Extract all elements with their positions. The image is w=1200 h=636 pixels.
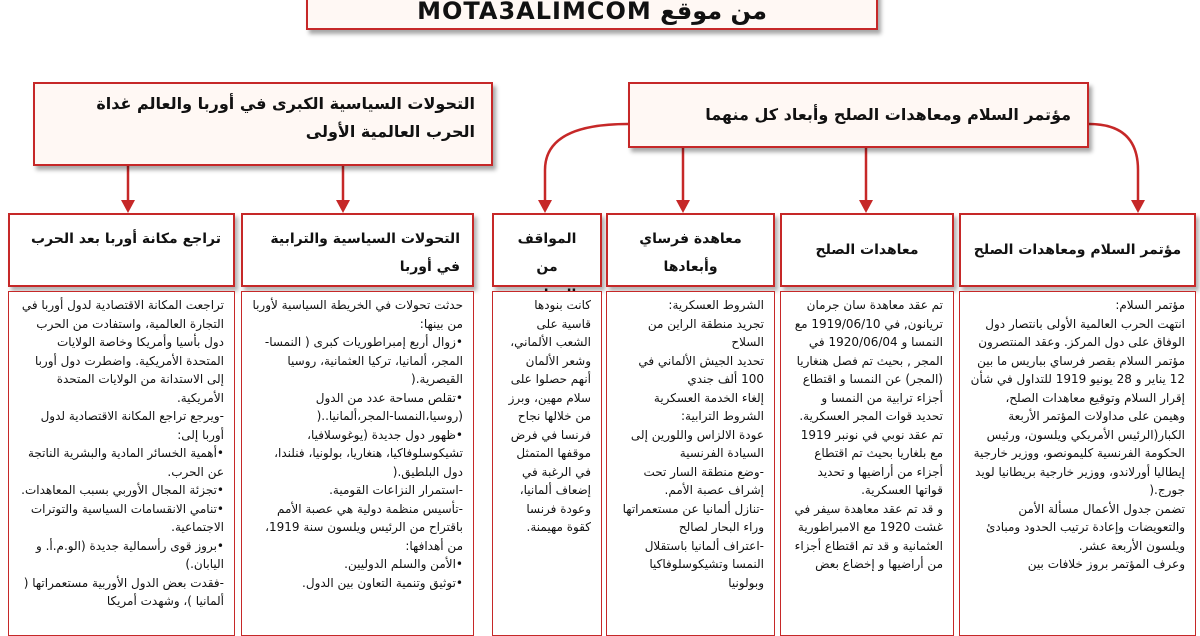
body-versailles: الشروط العسكرية: تجريد منطقة الراين من السلاح تحديد الجيش الألماني في 100 ألف جندي إلغاء الخدمة العسكرية الشروط الترابية: عودة الالزاس واللورين إلى السيادة الفرنسية -وضع منطقة السار تحت إشراف عصبة الأمم. -تنازل ألمانيا عن مستعمراتها وراء البحار لصالح -اعتراف ألمانيا باستقلال النمسا وتشيكوسلوفاكيا وبولونيا <box>606 291 775 636</box>
heading-political-changes: التحولات السياسية والترابية في أوربا <box>241 213 474 287</box>
site-title-box <box>306 0 878 30</box>
title-prefix: من موقع <box>660 0 767 25</box>
right-main-topic: مؤتمر السلام ومعاهدات الصلح وأبعاد كل منهما <box>628 82 1089 148</box>
body-political-changes: حدثت تحولات في الخريطة السياسية لأوربا من بينها: •زوال أربع إمبراطوريات كبرى ( النمسا-المجر، ألمانيا، تركيا العثمانية، روسيا القيصرية.( •تقلص مساحة عدد من الدول (روسيا،النمسا-المجر،ألمانيا..( •ظهور دول جديدة (يوغوسلافيا، تشيكوسلوفاكيا، هنغاريا، بولونيا، فنلندا، دول البلطيق.( -استمرار النزاعات القومية. -تأسيس منظمة دولية هي عصبة الأمم باقتراح من الرئيس ويلسون سنة 1919، من أهدافها: •الأمن والسلم الدوليين. •توثيق وتنمية التعاون بين الدول. <box>241 291 474 636</box>
arrow-right-4 <box>1131 200 1145 213</box>
connector-right-4 <box>1089 124 1138 202</box>
arrow-right-2 <box>676 200 690 213</box>
arrow-right-1 <box>538 200 552 213</box>
body-treaty-positions: كانت بنودها قاسية على الشعب الألماني، وشعر الألمان أنهم حصلوا على سلام مهين، وبرز من خلالها نجاح فرنسا في فرض موقفها المتمثل في الرغبة في إضعاف ألمانيا، وعودة فرنسا كقوة مهيمنة. <box>492 291 602 636</box>
heading-peace-conference: مؤتمر السلام ومعاهدات الصلح <box>959 213 1196 287</box>
arrow-left-2 <box>336 200 350 213</box>
heading-versailles: معاهدة فرساي وأبعادها <box>606 213 775 287</box>
body-peace-treaties: تم عقد معاهدة سان جرمان تريانون, في 1919/06/10 مع النمسا و 1920/06/04 في المجر , بحيث تم فصل هنغاريا (المجر) عن النمسا و اقتطاع أجزاء ترابية من النمسا و تحديد قوات المجر العسكرية. تم عقد نوبي في نونبر 1919 مع بلغاريا بحيث تم اقتطاع أجزاء من أراضيها و تحديد قواتها العسكرية. و قد تم عقد معاهدة سيفر في غشت 1920 مع الامبراطورية العثمانية و قد تم اقتطاع أجزاء من أراضيها و إخضاع بعض <box>780 291 954 636</box>
left-main-topic: التحولات السياسية الكبرى في أوربا والعالم غداة الحرب العالمية الأولى <box>33 82 493 166</box>
heading-treaty-positions: المواقف من <box>492 213 602 287</box>
arrow-left-1 <box>121 200 135 213</box>
body-peace-conference: مؤتمر السلام: انتهت الحرب العالمية الأولى بانتصار دول الوفاق على دول المركز. وعقد المنتصرون مؤتمر السلام بقصر فرساي بباريس ما بين 12 يناير و 28 يونيو 1919 للتداول في شأن إقرار السلام وتوقيع معاهدات الصلح، وهيمن على مداولات المؤتمر الأربعة الكبار(الرئيس الأمريكي ويلسون، ورئيس الحكومة الفرنسية كليمونصو، ووزير خارجية إيطاليا أورلاندو، ووزير خارجية بريطانيا لويد جورج.( تضمن جدول الأعمال مسألة الأمن والتعويضات وإعادة ترتيب الحدود ومبادئ ويلسون الأربعة عشر. وعرف المؤتمر بروز خلافات بين <box>959 291 1196 636</box>
site-name: MOTA3ALIMCOM <box>417 0 652 25</box>
body-europe-decline: تراجعت المكانة الاقتصادية لدول أوربا في التجارة العالمية، واستفادت من الحرب دول بأسيا وأمريكا وخاصة الولايات المتحدة الأمريكية. واضطرت دول أوربا إلى الاستدانة من الولايات المتحدة الأمريكية. -ويرجع تراجع المكانة الاقتصادية لدول أوربا إلى: •أهمية الخسائر المادية والبشرية الناتجة عن الحرب. •تجزئة المجال الأوربي بسبب المعاهدات. •تنامي الانقسامات السياسية والتوترات الاجتماعية. •بروز قوى رأسمالية جديدة (الو.م.أ. و اليابان.) -فقدت بعض الدول الأوربية مستعمراتها ( ألمانيا )، وشهدت أمريكا <box>8 291 235 636</box>
connector-right-1 <box>545 124 628 202</box>
arrow-right-3 <box>859 200 873 213</box>
heading-peace-treaties: معاهدات الصلح <box>780 213 954 287</box>
heading-europe-decline: تراجع مكانة أوربا بعد الحرب <box>8 213 235 287</box>
